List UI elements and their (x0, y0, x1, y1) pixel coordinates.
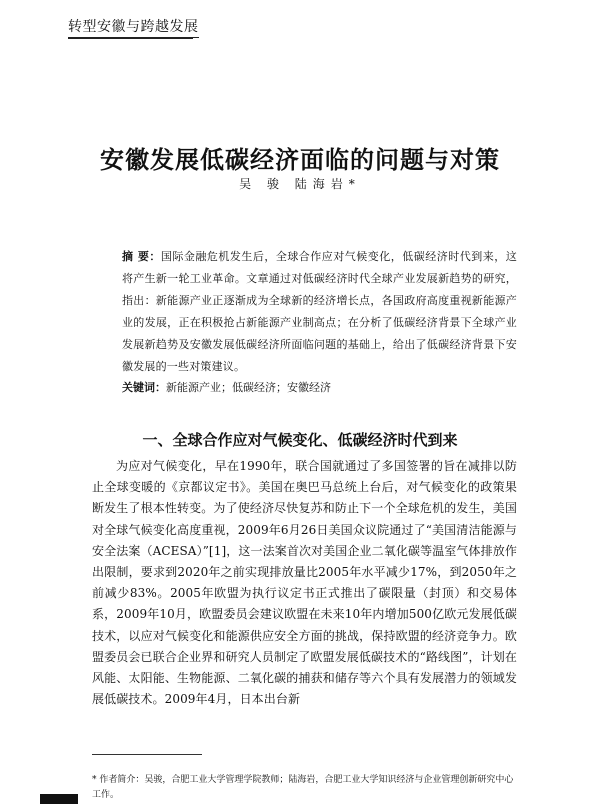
body-paragraph: 为应对气候变化，早在1990年，联合国就通过了多国签署的旨在减排以防止全球变暖的《京都议定书》。美国在奥巴马总统上台后，对气候变化的政策果断发生了根本性转变。为了使经济尽快复苏和防止下一个全球危机的发生，美国对全球气候变化高度重视，2009年6月26日美国众议院通过了“美国清洁能源与安全法案（ACESA）”[1]，这一法案首次对美国企业二氧化碳等温室气体排放作出限制，要求到2020年之前实现排放量比2005年水平减少17%，到2050年之前减少83%。2005年欧盟为执行议定书正式推出了碳限量（封顶）和交易体系，2009年10月，欧盟委员会建议欧盟在未来10年内增加500亿欧元发展低碳技术，以应对气候变化和能源供应安全方面的挑战，保持欧盟的经济竞争力。欧盟委员会已联合企业界和研究人员制定了欧盟发展低碳技术的“路线图”，计划在风能、太阳能、生物能源、二氧化碳的捕获和储存等六个具有发展潜力的领域发展低碳技术。2009年4月，日本出台新 (92, 459, 517, 707)
running-header: 转型安徽与跨越发展 (68, 16, 199, 38)
footnote-rule (92, 754, 202, 755)
keywords (122, 379, 517, 397)
article-title: 安徽发展低碳经济面临的问题与对策 (100, 146, 500, 174)
body-text (92, 456, 517, 710)
page-number-tab (40, 794, 78, 804)
abstract-text: 国际金融危机发生后，全球合作应对气候变化，低碳经济时代到来，这将产生新一轮工业革命。文章通过对低碳经济时代全球产业发展新趋势的研究，指出：新能源产业正逐渐成为全球新的经济增长点，各国政府高度重视新能源产业的发展，正在积极抢占新能源产业制高点；在分析了低碳经济背景下全球产业发展新趋势及安徽发展低碳经济所面临问题的基础上，给出了低碳经济背景下安徽发展的一些对策建议。 (122, 250, 517, 373)
header-rule (68, 38, 193, 39)
keywords-text: 新能源产业；低碳经济；安徽经济 (166, 381, 331, 394)
footnote: * 作者简介：吴骏，合肥工业大学管理学院教师；陆海岩，合肥工业大学知识经济与企业管理创新研究中心工作。 (92, 775, 514, 800)
section-heading: 一、全球合作应对气候变化、低碳经济时代到来 (142, 431, 458, 449)
keywords-label: 关键词： (122, 381, 166, 394)
article-authors: 吴 骏 陆海岩* (239, 177, 361, 191)
abstract (122, 246, 517, 378)
abstract-label: 摘 要： (122, 250, 161, 263)
